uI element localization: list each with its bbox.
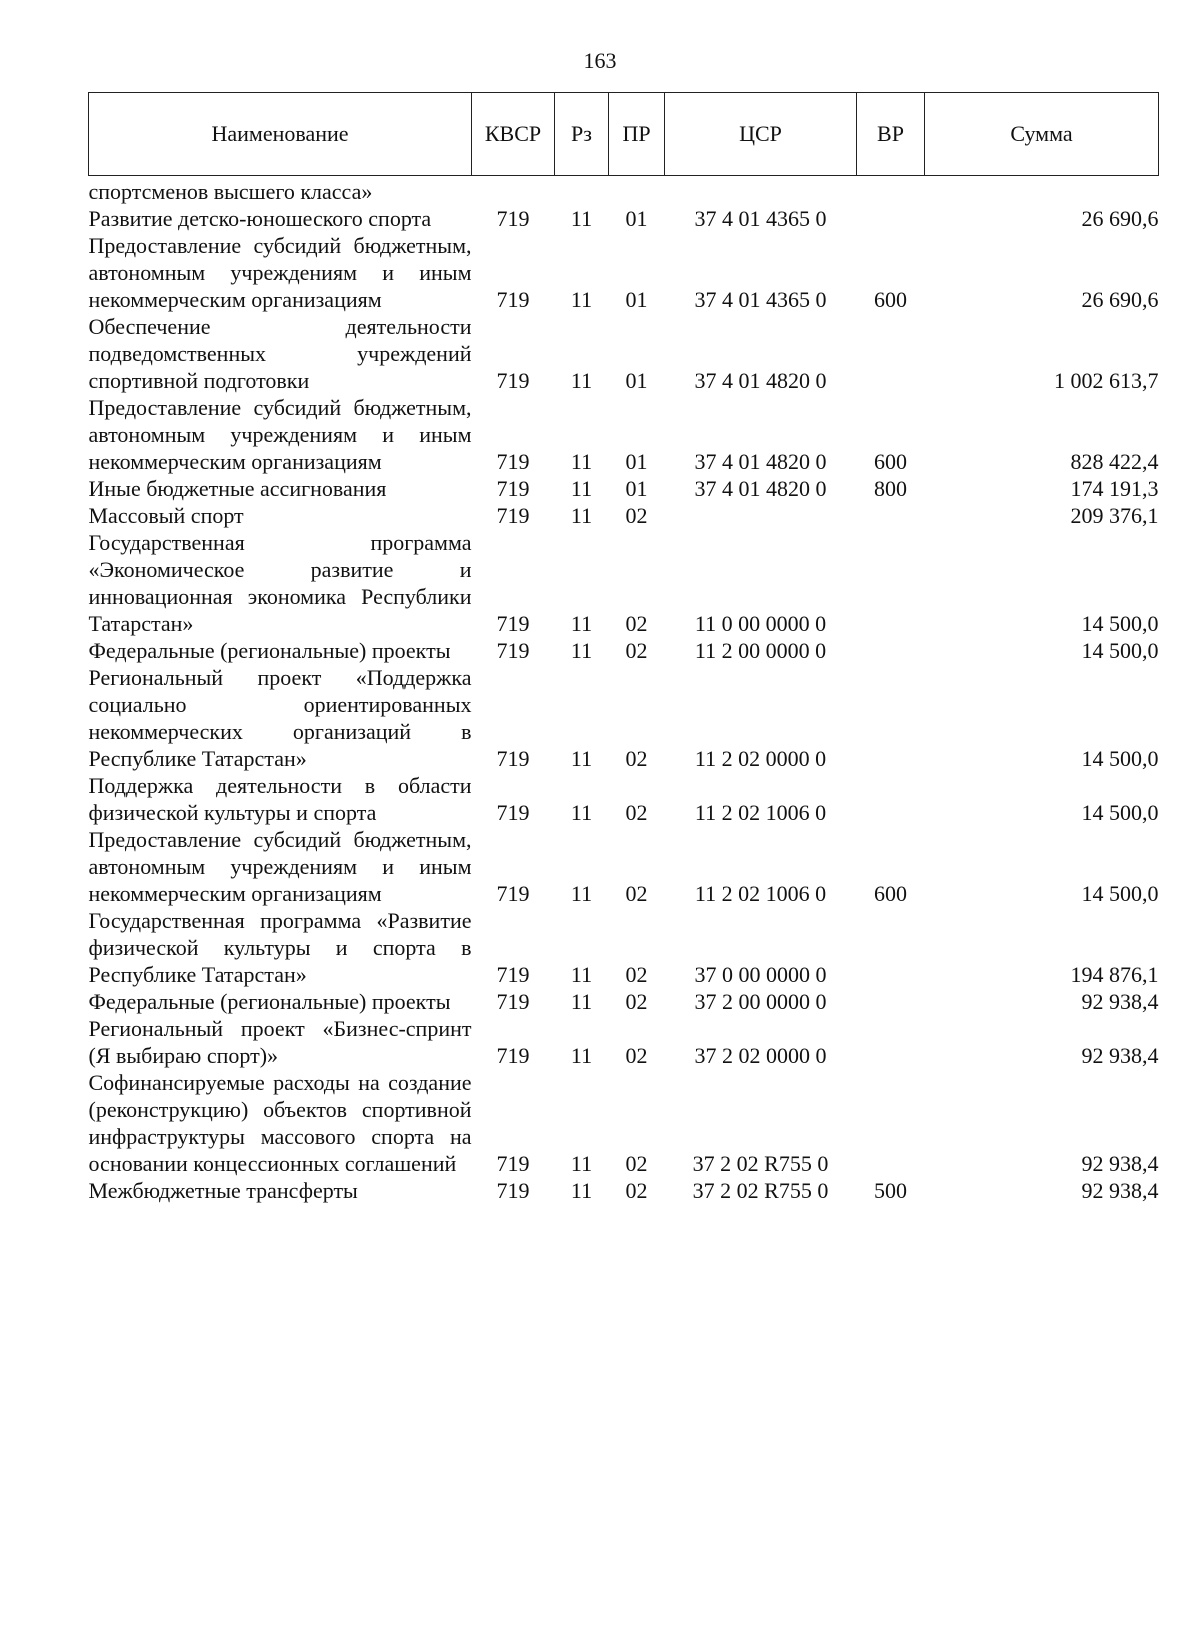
row-vr <box>857 529 925 637</box>
row-rz: 11 <box>570 746 593 771</box>
row-csr <box>665 502 857 529</box>
row-vr: 500 <box>874 1178 907 1203</box>
row-rz: 11 <box>570 989 593 1014</box>
row-rz: 11 <box>570 611 593 636</box>
row-vr <box>857 313 925 394</box>
column-header-pr: ПР <box>609 93 665 176</box>
row-name: Предоставление субсидий бюджетным, автономным учреждениям и иным некоммерческим организациям <box>88 395 472 474</box>
row-sum: 14 500,0 <box>1081 746 1159 771</box>
row-pr: 02 <box>625 881 648 906</box>
row-kvsr: 719 <box>496 638 530 663</box>
column-header-kvsr: КВСР <box>472 93 555 176</box>
page-number: 163 <box>583 48 617 73</box>
table-row <box>89 1069 1159 1177</box>
row-sum: 14 500,0 <box>1081 881 1159 906</box>
budget-table <box>88 92 1159 1204</box>
row-kvsr: 719 <box>496 206 530 231</box>
row-pr: 02 <box>625 611 648 636</box>
row-sum <box>925 176 1159 206</box>
row-kvsr: 719 <box>496 800 530 825</box>
row-csr: 37 4 01 4820 0 <box>694 449 827 474</box>
table-row <box>89 475 1159 502</box>
row-name: Софинансируемые расходы на создание (реконструкцию) объектов спортивной инфраструктуры массового спорта на основании концессионных соглашений <box>88 1070 472 1176</box>
row-name: Массовый спорт <box>88 503 244 528</box>
row-vr: 600 <box>874 881 907 906</box>
row-vr <box>857 772 925 826</box>
row-vr <box>857 1069 925 1177</box>
table-row <box>89 988 1159 1015</box>
row-vr <box>857 502 925 529</box>
row-rz: 11 <box>570 962 593 987</box>
row-name: Федеральные (региональные) проекты <box>88 638 451 663</box>
row-pr: 02 <box>625 962 648 987</box>
row-sum: 92 938,4 <box>1081 1178 1159 1203</box>
row-kvsr: 719 <box>496 962 530 987</box>
row-kvsr: 719 <box>496 1151 530 1176</box>
row-sum: 828 422,4 <box>1070 449 1159 474</box>
row-sum: 92 938,4 <box>1081 989 1159 1014</box>
row-sum: 92 938,4 <box>1081 1043 1159 1068</box>
row-name: Предоставление субсидий бюджетным, автономным учреждениям и иным некоммерческим организациям <box>88 827 472 906</box>
table-row <box>89 232 1159 313</box>
row-kvsr: 719 <box>496 881 530 906</box>
row-vr: 800 <box>874 476 907 501</box>
row-pr: 02 <box>625 800 648 825</box>
row-rz: 11 <box>570 476 593 501</box>
row-name: Государственная программа «Экономическое развитие и инновационная экономика Республики Татарстан» <box>88 530 472 636</box>
table-row <box>89 502 1159 529</box>
row-csr: 37 2 02 0000 0 <box>694 1043 827 1068</box>
row-vr <box>857 637 925 664</box>
row-kvsr: 719 <box>496 1178 530 1203</box>
column-header-csr: ЦСР <box>665 93 857 176</box>
row-sum: 92 938,4 <box>1081 1151 1159 1176</box>
row-name: спортсменов высшего класса» <box>88 179 373 204</box>
row-kvsr: 719 <box>496 449 530 474</box>
row-csr: 37 4 01 4820 0 <box>694 368 827 393</box>
row-kvsr: 719 <box>496 368 530 393</box>
row-pr: 01 <box>625 476 648 501</box>
row-rz: 11 <box>570 881 593 906</box>
row-csr: 11 0 00 0000 0 <box>694 611 827 636</box>
row-kvsr: 719 <box>496 746 530 771</box>
table-row <box>89 637 1159 664</box>
row-vr <box>857 205 925 232</box>
row-name: Поддержка деятельности в области физической культуры и спорта <box>88 773 472 825</box>
row-rz <box>555 176 609 206</box>
row-rz: 11 <box>570 368 593 393</box>
row-name: Обеспечение деятельности подведомственных учреждений спортивной подготовки <box>88 314 472 393</box>
row-name: Межбюджетные трансферты <box>88 1178 358 1203</box>
column-header-name: Наименование <box>89 93 472 176</box>
row-pr: 01 <box>625 206 648 231</box>
row-sum: 26 690,6 <box>1081 206 1159 231</box>
row-sum: 14 500,0 <box>1081 800 1159 825</box>
table-row <box>89 205 1159 232</box>
table-row <box>89 826 1159 907</box>
column-header-vr: ВР <box>857 93 925 176</box>
row-pr: 01 <box>625 449 648 474</box>
row-vr: 600 <box>874 449 907 474</box>
row-rz: 11 <box>570 287 593 312</box>
row-name: Государственная программа «Развитие физической культуры и спорта в Республике Татарстан» <box>88 908 472 987</box>
row-kvsr: 719 <box>496 503 530 528</box>
row-pr: 01 <box>625 368 648 393</box>
table-row <box>89 1015 1159 1069</box>
row-sum: 1 002 613,7 <box>1054 368 1159 393</box>
row-csr: 37 2 00 0000 0 <box>694 989 827 1014</box>
row-rz: 11 <box>570 503 593 528</box>
table-row <box>89 313 1159 394</box>
row-name: Региональный проект «Поддержка социально ориентированных некоммерческих организаций в Республике Татарстан» <box>88 665 472 771</box>
row-pr: 02 <box>625 989 648 1014</box>
row-csr <box>665 176 857 206</box>
row-rz: 11 <box>570 206 593 231</box>
table-row <box>89 772 1159 826</box>
row-rz: 11 <box>570 1043 593 1068</box>
row-vr <box>857 907 925 988</box>
row-kvsr: 719 <box>496 611 530 636</box>
row-rz: 11 <box>570 800 593 825</box>
row-name: Федеральные (региональные) проекты <box>88 989 451 1014</box>
row-rz: 11 <box>570 1151 593 1176</box>
row-csr: 37 4 01 4365 0 <box>694 287 827 312</box>
row-name: Иные бюджетные ассигнования <box>88 476 387 501</box>
table-row <box>89 176 1159 206</box>
row-csr: 37 2 02 R755 0 <box>692 1178 829 1203</box>
row-pr <box>609 176 665 206</box>
row-pr: 02 <box>625 1178 648 1203</box>
row-csr: 37 0 00 0000 0 <box>694 962 827 987</box>
row-csr: 37 2 02 R755 0 <box>692 1151 829 1176</box>
row-sum: 194 876,1 <box>1070 962 1159 987</box>
row-csr: 37 4 01 4365 0 <box>694 206 827 231</box>
row-rz: 11 <box>570 449 593 474</box>
row-sum: 14 500,0 <box>1081 638 1159 663</box>
row-pr: 02 <box>625 1151 648 1176</box>
row-name: Развитие детско-юношеского спорта <box>88 206 432 231</box>
row-csr: 11 2 02 0000 0 <box>694 746 827 771</box>
row-pr: 02 <box>625 503 648 528</box>
table-row <box>89 529 1159 637</box>
table-row <box>89 664 1159 772</box>
row-sum: 174 191,3 <box>1070 476 1159 501</box>
table-header-row <box>89 93 1159 176</box>
row-kvsr <box>472 176 555 206</box>
row-csr: 37 4 01 4820 0 <box>694 476 827 501</box>
row-vr: 600 <box>874 287 907 312</box>
row-pr: 02 <box>625 1043 648 1068</box>
row-kvsr: 719 <box>496 989 530 1014</box>
row-vr <box>857 176 925 206</box>
row-pr: 02 <box>625 746 648 771</box>
column-header-rz: Рз <box>555 93 609 176</box>
row-csr: 11 2 02 1006 0 <box>694 800 827 825</box>
row-rz: 11 <box>570 1178 593 1203</box>
row-sum: 26 690,6 <box>1081 287 1159 312</box>
row-rz: 11 <box>570 638 593 663</box>
row-vr <box>857 1015 925 1069</box>
row-kvsr: 719 <box>496 287 530 312</box>
table-row <box>89 907 1159 988</box>
row-name: Региональный проект «Бизнес-спринт (Я выбираю спорт)» <box>88 1016 472 1068</box>
table-row <box>89 394 1159 475</box>
row-pr: 02 <box>625 638 648 663</box>
row-pr: 01 <box>625 287 648 312</box>
column-header-sum: Сумма <box>925 93 1159 176</box>
row-csr: 11 2 02 1006 0 <box>694 881 827 906</box>
row-sum: 209 376,1 <box>1070 503 1159 528</box>
table-row <box>89 1177 1159 1204</box>
row-vr <box>857 988 925 1015</box>
row-kvsr: 719 <box>496 476 530 501</box>
row-name: Предоставление субсидий бюджетным, автономным учреждениям и иным некоммерческим организациям <box>88 233 472 312</box>
row-sum: 14 500,0 <box>1081 611 1159 636</box>
table-body <box>89 176 1159 1205</box>
row-csr: 11 2 00 0000 0 <box>694 638 827 663</box>
row-vr <box>857 664 925 772</box>
row-kvsr: 719 <box>496 1043 530 1068</box>
